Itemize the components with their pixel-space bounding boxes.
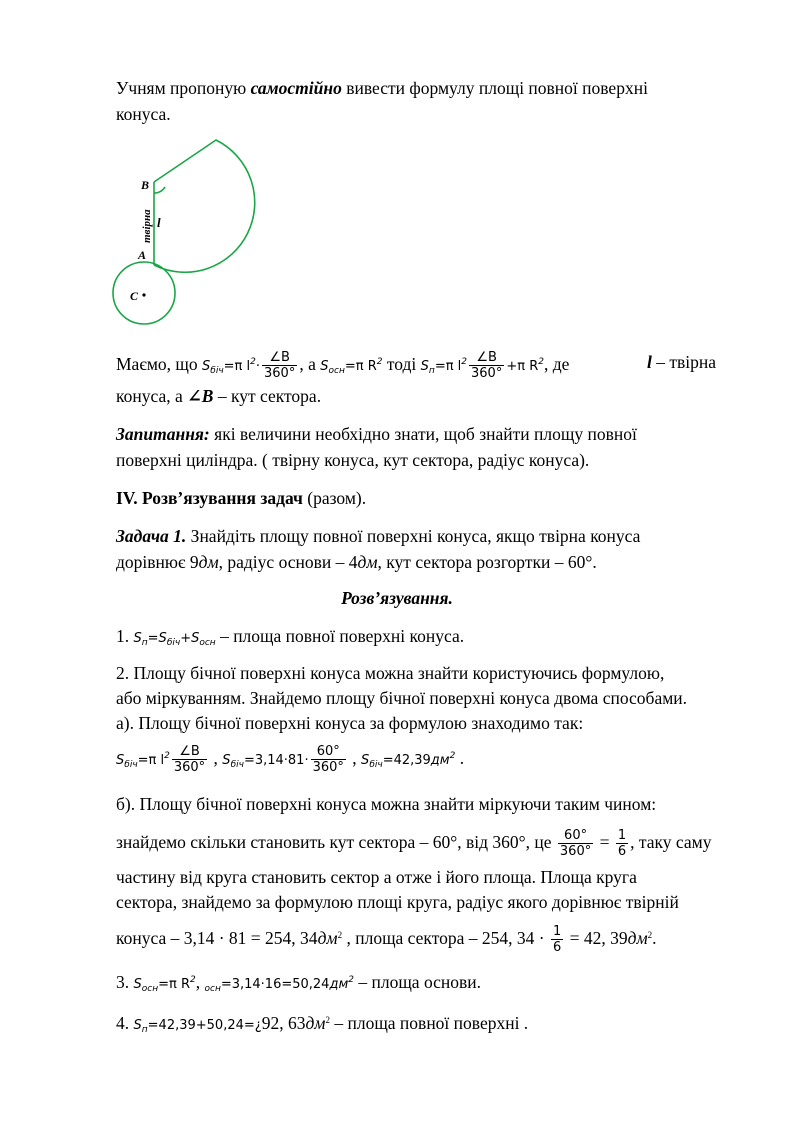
s2-unit-sq: 2 <box>449 751 456 761</box>
s2b-frac-2 <box>616 828 628 859</box>
s4-symbol: ¿ <box>254 1018 262 1033</box>
frac-den-2: 360° <box>471 366 503 382</box>
dot: · <box>255 359 260 374</box>
step-3-text: – площа основи. <box>353 972 482 992</box>
s-letter-3: S <box>420 359 429 374</box>
s2-s: S <box>116 753 125 768</box>
s2b-l5-d: . <box>652 928 657 948</box>
s3-unit-sq: 2 <box>348 975 354 985</box>
s3-sub-2: осн <box>204 984 221 994</box>
s2b-frac-1 <box>558 828 593 859</box>
task-1-text-1: Знайдіть площу повної поверхні конуса, якщо твірна конуса <box>186 526 641 546</box>
s3-calc: =3,14·16=50,24 <box>220 977 330 992</box>
angle-mark <box>154 187 165 193</box>
step-1 <box>116 625 464 654</box>
intro-line-1 <box>116 77 648 99</box>
s2b-frac-1-den: 360° <box>559 844 592 860</box>
intro-text-2: вивести формулу площі повної поверхні <box>341 78 648 98</box>
s2b-eq: = <box>595 832 614 852</box>
s2b-text-a: знайдемо скільки становить кут сектора – 60°, від 360°, це <box>116 832 556 852</box>
s4-s: S <box>133 1018 142 1033</box>
s2-s-2: S <box>222 753 231 768</box>
formula-text-2: , а <box>299 354 321 374</box>
s2-formula-2 <box>222 753 308 768</box>
intro-text: Учням пропоную <box>116 78 251 98</box>
label-c: C <box>130 289 139 303</box>
s2b-frac-3-num: 1 <box>552 924 562 940</box>
s4-f <box>134 1018 262 1033</box>
formula-s-bich <box>202 359 260 374</box>
s2-formula-3 <box>361 753 455 768</box>
frac-num-2: ∠B <box>469 350 504 366</box>
s2-sub-2: біч <box>230 760 244 770</box>
step-3: 3. $S_{осн}=\pi$ $R^2$, $_{осн}=3,14\cdot 16=50,24дм^2$ – площа основи. <box>116 972 482 994</box>
formula-text-4: , де <box>543 354 570 374</box>
step-1-num: 1. <box>116 626 134 646</box>
s1-eq: =S <box>147 631 167 646</box>
s3-f1 <box>134 977 196 992</box>
s2-frac-2-den: 360° <box>312 760 344 776</box>
unit-dm-1: дм <box>198 552 219 572</box>
formula-text-7: – кут сектора. <box>213 386 322 406</box>
section-4-note: (разом). <box>302 488 367 508</box>
intro-emphasis: самостійно <box>250 78 342 98</box>
s2-frac-1-num: ∠B <box>172 744 207 760</box>
task-1-label: Задача 1. <box>116 526 187 546</box>
center-point <box>142 293 145 296</box>
eq-pi-l-2: =π l <box>434 359 462 374</box>
s4-unit: дм <box>305 1013 326 1033</box>
solution-title: Розв’язування. <box>341 588 453 608</box>
step-2b-line-4: сектора, знайдемо за формулою площі круга, радіус якого дорівнює твірній <box>116 892 679 912</box>
s2b-unit-2-sq: 2 <box>647 930 653 940</box>
s3-sub: осн <box>141 984 159 994</box>
s1-plus: +S <box>180 631 200 646</box>
eq-pi-l: =π l <box>223 359 251 374</box>
step-1-formula <box>134 631 216 646</box>
sub-bich: біч <box>210 366 224 376</box>
label-l: l <box>157 215 161 230</box>
label-b: B <box>141 178 150 192</box>
s2-unit: дм <box>430 753 450 768</box>
s1-sub-bich: біч <box>166 638 181 648</box>
step-2-line-1: 2. Площу бічної поверхні конуса можна знайти користуючись формулою, <box>116 663 665 683</box>
step-2b-line-5 <box>116 916 657 954</box>
question-label: Запитання: <box>116 424 210 444</box>
section-4-heading <box>116 487 366 509</box>
formula-text-3: тоді <box>382 354 421 374</box>
angle-b: ∠B <box>187 386 214 406</box>
task-1-text-2a: дорівнює 9 <box>116 552 199 572</box>
s2b-unit-1-sq: 2 <box>337 930 343 940</box>
task-1-text-2c: , кут сектора розгортки – 60°. <box>377 552 597 572</box>
step-3-num: 3. <box>116 972 134 992</box>
sector-arc <box>154 140 255 272</box>
formula-s-p <box>421 359 467 374</box>
s2b-unit-1: дм <box>317 928 338 948</box>
l-bold: l <box>647 352 652 372</box>
s2-end: . <box>455 748 465 768</box>
s4-calc: =42,39+50,24= <box>147 1018 255 1033</box>
formula-line-2 <box>116 385 321 407</box>
s2b-frac-3 <box>551 924 563 955</box>
s4-val: 92, 63 <box>261 1013 306 1033</box>
fraction-angle-2 <box>469 350 504 381</box>
question-text-1: які величини необхідно знати, щоб знайти площу повної <box>209 424 637 444</box>
base-circle <box>113 262 175 324</box>
s-p-letter: S <box>133 631 142 646</box>
s2-sq: 2 <box>164 751 170 761</box>
formula-line-right <box>647 351 716 373</box>
section-4-title: IV. Розв’язування задач <box>116 488 303 508</box>
s2-calc-b: =42,39 <box>382 753 431 768</box>
cone-development-figure <box>108 135 308 335</box>
step-2b-line-3: частину від круга становить сектор а отже і його площа. Площа круга <box>116 867 637 887</box>
sq-2: 2 <box>376 357 383 367</box>
eq-pi-r: =π R <box>344 359 377 374</box>
task-1-text-2b: , радіус основи – 4 <box>218 552 358 572</box>
step-2-line-3: а). Площу бічної поверхні конуса за формулою знаходимо так: <box>116 713 584 733</box>
s2-frac-2 <box>311 744 346 775</box>
intro-text-3: конуса. <box>116 104 171 124</box>
s2-frac-1-den: 360° <box>173 760 206 776</box>
s2-s-3: S <box>361 753 370 768</box>
s3-f2 <box>204 977 354 992</box>
s2b-frac-2-den: 6 <box>617 844 627 860</box>
s2b-frac-3-den: 6 <box>552 940 562 956</box>
question-line-1 <box>116 423 637 445</box>
s2b-unit-2: дм <box>627 928 648 948</box>
step-2b-line-2 <box>116 822 711 862</box>
label-a: A <box>138 248 147 262</box>
sq-1: 2 <box>250 357 256 367</box>
s2-frac-1 <box>172 744 207 775</box>
sq-3: 2 <box>461 357 468 367</box>
step-2-line-2: або міркуванням. Знайдемо площу бічної поверхні конуса двома способами. <box>116 688 688 708</box>
s2b-l5-c: = 42, 39 <box>565 928 628 948</box>
s2-formula-1 <box>116 753 170 768</box>
task-1-line-1 <box>116 525 640 547</box>
s-letter: S <box>202 359 211 374</box>
s2-eq: =π l <box>137 753 165 768</box>
step-4-text: – площа повної поверхні . <box>329 1013 529 1033</box>
s1-sub-p: п <box>141 638 148 648</box>
formula-s-osn <box>320 359 382 374</box>
step-4-num: 4. <box>116 1013 134 1033</box>
s1-sub-osn: осн <box>199 638 216 648</box>
s2-sub: біч <box>124 760 138 770</box>
s-letter-2: S <box>320 359 329 374</box>
frac-num: ∠B <box>262 350 297 366</box>
step-2b-line-1: б). Площу бічної поверхні конуса можна знайти міркуючи таким чином: <box>116 794 657 814</box>
formula-text-6: конуса, а <box>116 386 188 406</box>
s4-sub: п <box>141 1025 148 1035</box>
s2b-l5-b: , площа сектора – 254, 34 · <box>342 928 549 948</box>
step-4 <box>116 1009 528 1041</box>
formula-text-5: – твірна <box>651 352 717 372</box>
step-2-calc: $S_{біч}=\pi$ $l^2$ $\frac{\angle B}{360^\circ}$ , $S_{біч}=3,14\cdot 81\cdot$ $\frac{60^\circ}{360^\circ}$ , $S_{біч}=42,39дм^2$ . <box>116 744 465 776</box>
task-1-line-2 <box>116 551 597 573</box>
s3-s: S <box>133 977 142 992</box>
s3-unit: дм <box>329 977 349 992</box>
sub-p: п <box>428 366 435 376</box>
frac-den: 360° <box>264 366 296 382</box>
s2-sub-3: біч <box>369 760 383 770</box>
s2-calc-a: =3,14·81· <box>243 753 309 768</box>
s2b-l5-a: конуса – 3,14 · 81 = 254, 34 <box>116 928 318 948</box>
s4-unit-sq: 2 <box>325 1015 330 1025</box>
sq-4: 2 <box>538 357 544 367</box>
sub-osn: осн <box>328 366 345 376</box>
fraction-angle <box>262 350 297 381</box>
step-1-text: – площа повної поверхні конуса. <box>215 626 465 646</box>
s3-sq: 2 <box>190 975 196 985</box>
question-line-2 <box>116 449 589 471</box>
s3-eq: =π R <box>158 977 190 992</box>
s2b-text-b: , таку саму <box>630 832 712 852</box>
question-text-2: поверхні циліндра. ( твірну конуса, кут сектора, радіус конуса). <box>116 450 590 470</box>
formula-line <box>116 344 569 380</box>
intro-line-2 <box>116 103 171 125</box>
formula-text-1: Маємо, що <box>116 354 203 374</box>
unit-dm-2: дм <box>357 552 378 572</box>
label-generatrix: твірна <box>141 209 153 243</box>
plus-pi-r: +π R <box>506 359 539 374</box>
s2-frac-2-num: 60° <box>311 744 346 760</box>
s2b-frac-1-num: 60° <box>558 828 593 844</box>
s2b-frac-2-num: 1 <box>617 828 627 844</box>
